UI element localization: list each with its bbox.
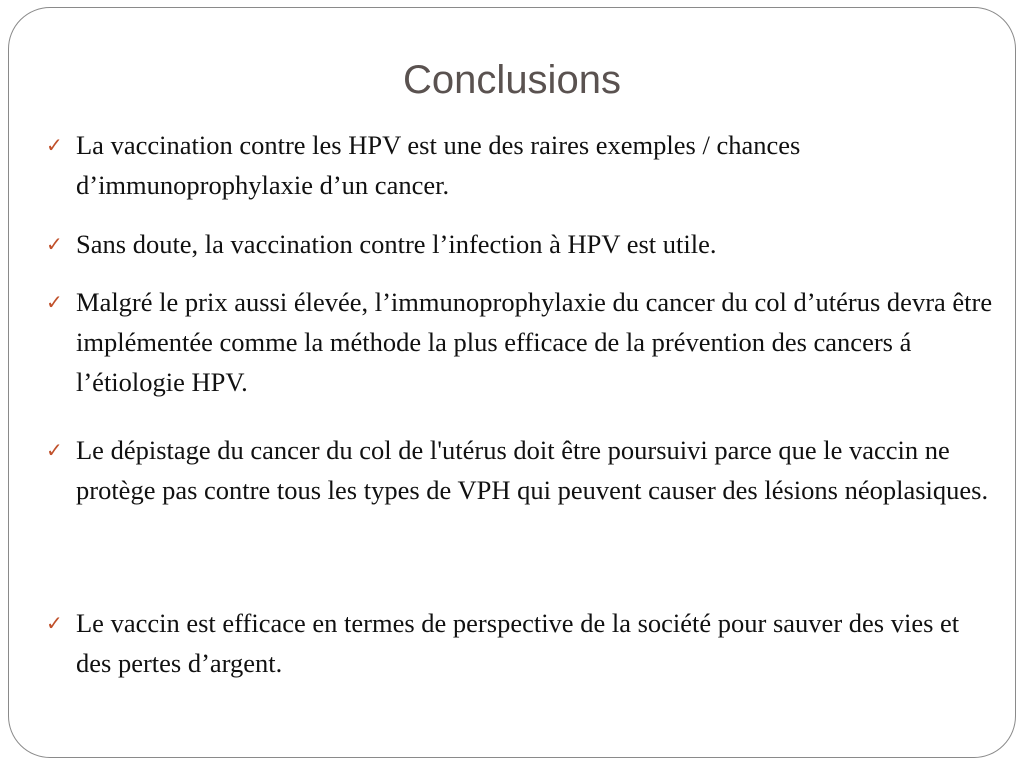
check-mark-icon: ✓ [46,133,63,157]
bullet-item [46,430,996,510]
bullet-text: Malgré le prix aussi élevée, l’immunoprophylaxie du cancer du col d’utérus devra être implémentée comme la méthode la plus efficace de la prévention des cancers á l’étiologie HPV. [76,287,993,397]
check-mark-icon: ✓ [46,290,63,314]
check-mark-icon: ✓ [46,232,63,256]
bullet-item [46,224,996,264]
check-mark-icon: ✓ [46,438,63,462]
bullet-text: Sans doute, la vaccination contre l’infection à HPV est utile. [76,229,717,259]
bullet-text: Le dépistage du cancer du col de l'utérus doit être poursuivi parce que le vaccin ne protège pas contre tous les types de VPH qui peuvent causer des lésions néoplasiques. [76,435,989,505]
bullet-text: La vaccination contre les HPV est une des raires exemples / chances d’immunoprophylaxie d’un cancer. [76,130,801,200]
slide-title: Conclusions [403,58,621,102]
check-mark-icon: ✓ [46,611,63,635]
bullet-item [46,125,996,205]
bullet-item [46,603,996,683]
bullet-text: Le vaccin est efficace en termes de perspective de la société pour sauver des vies et des pertes d’argent. [76,608,960,678]
bullet-item [46,282,996,402]
